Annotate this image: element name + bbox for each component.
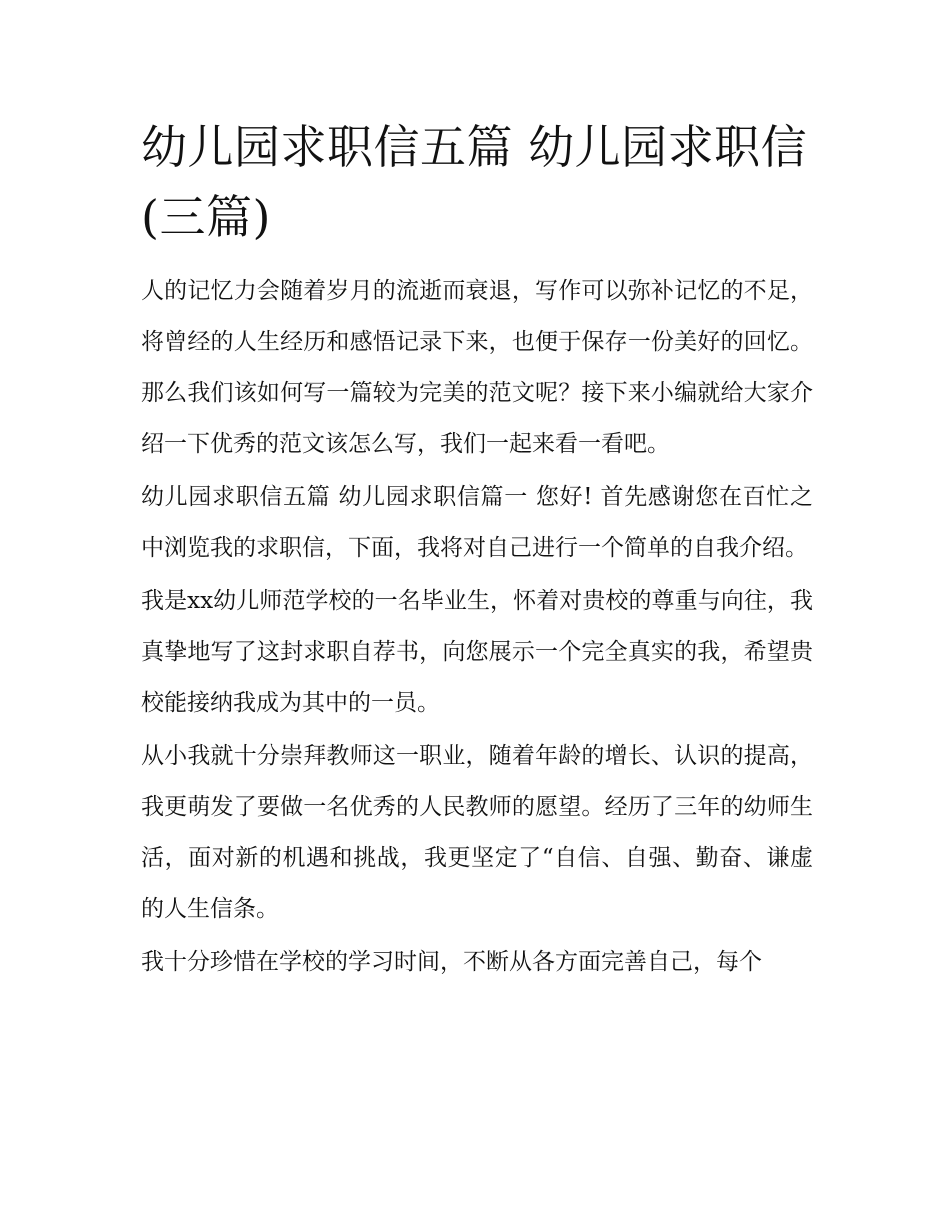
- paragraph-greeting: 幼儿园求职信五篇 幼儿园求职信篇一 您好! 首先感谢您在百忙之中浏览我的求职信，下面，我将对自己进行一个简单的自我介绍。: [141, 484, 813, 561]
- paragraph-self-intro: 我是xx幼儿师范学校的一名毕业生，怀着对贵校的尊重与向往，我真挚地写了这封求职自荐书，向您展示一个完全真实的我，希望贵校能接纳我成为其中的一员。: [141, 588, 813, 716]
- document-body: [141, 112, 813, 990]
- paragraph-intro: 人的记忆力会随着岁月的流逝而衰退，写作可以弥补记忆的不足，将曾经的人生经历和感悟记录下来，也便于保存一份美好的回忆。那么我们该如何写一篇较为完美的范文呢？接下来小编就给大家介绍一下优秀的范文该怎么写，我们一起来看一看吧。: [141, 278, 813, 457]
- paragraph-aspiration: 从小我就十分崇拜教师这一职业，随着年龄的增长、认识的提高，我更萌发了要做一名优秀的人民教师的愿望。经历了三年的幼师生活，面对新的机遇和挑战，我更坚定了“自信、自强、勤奋、谦虚的人生信条。: [141, 743, 813, 922]
- document-title: 幼儿园求职信五篇 幼儿园求职信(三篇): [141, 120, 808, 244]
- paragraph-study: 我十分珍惜在学校的学习时间，不断从各方面完善自己，每个: [141, 949, 762, 975]
